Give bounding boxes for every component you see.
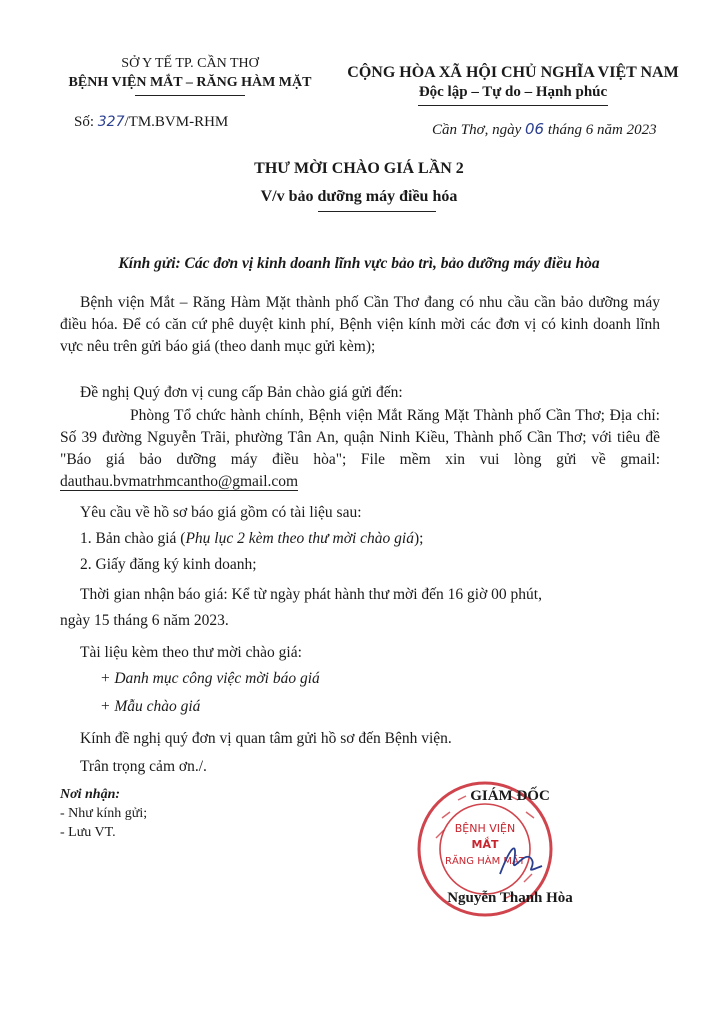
paragraph-attachments: Tài liệu kèm theo thư mời chào giá: (80, 644, 302, 661)
address-text: Phòng Tổ chức hành chính, Bệnh viện Mắt Răng Mặt Thành phố Cần Thơ; Địa chỉ: Số 39 đường Nguyễn Trãi, phường Tân An, quận Ninh Kiều, Thành phố Cần Thơ; với tiêu đề "Báo giá bảo dưỡng máy điều hòa"; File mềm xin vui lòng gửi về gmail: (60, 407, 660, 468)
item1-italic: Phụ lục 2 kèm theo thư mời chào giá (185, 530, 414, 547)
nation-heading: CỘNG HÒA XÃ HỘI CHỦ NGHĨA VIỆT NAM (347, 64, 679, 81)
requirement-item-1 (80, 528, 423, 550)
recipient-item: - Lưu VT. (60, 825, 116, 840)
requirement-item-2: 2. Giấy đăng ký kinh doanh; (80, 556, 257, 573)
paragraph-request: Đề nghị Quý đơn vị cung cấp Bản chào giá gửi đến: (80, 384, 403, 401)
document-subject: V/v bảo dưỡng máy điều hóa (260, 188, 458, 205)
paragraph-requirements: Yêu cầu về hồ sơ báo giá gồm có tài liệu sau: (80, 504, 362, 521)
stamp-line-1: BỆNH VIỆN (454, 822, 516, 835)
recipient-item: - Như kính gửi; (60, 806, 148, 821)
paragraph-deadline-date: ngày 15 tháng 6 năm 2023. (60, 612, 229, 629)
number-handwritten: 327 (97, 114, 125, 130)
number-suffix: /TM.BVM-RHM (124, 114, 229, 130)
recipient-line: Kính gửi: Các đơn vị kinh doanh lĩnh vực bảo trì, bảo dưỡng máy điều hòa (118, 255, 600, 272)
item1-suffix: ); (413, 530, 424, 547)
org-divider (135, 95, 245, 96)
number-prefix: Số: (74, 114, 98, 130)
signer-title: GIÁM ĐỐC (470, 788, 550, 804)
attachment-item-2: + Mẫu chào giá (100, 698, 201, 715)
paragraph-closing: Kính đề nghị quý đơn vị quan tâm gửi hồ sơ đến Bệnh viện. (80, 730, 452, 747)
stamp-line-2: MẮT (471, 838, 499, 851)
date-suffix: tháng 6 năm 2023 (544, 122, 657, 138)
motto-divider (418, 105, 608, 106)
org-name: BỆNH VIỆN MẮT – RĂNG HÀM MẶT (68, 75, 312, 90)
document-date (432, 120, 657, 139)
recipients-label: Nơi nhận: (60, 787, 121, 802)
paragraph-intro: Bệnh viện Mắt – Răng Hàm Mặt thành phố Cần Thơ đang có nhu cầu cần bảo dưỡng máy điều hóa. Để có căn cứ phê duyệt kinh phí, Bệnh viện kính mời các đơn vị có kinh doanh lĩnh vực nêu trên gửi báo giá (theo danh mục gửi kèm); (60, 294, 660, 355)
date-prefix: Cần Thơ, ngày (432, 122, 526, 138)
signer-name: Nguyễn Thanh Hòa (447, 890, 573, 906)
national-motto: Độc lập – Tự do – Hạnh phúc (418, 84, 608, 100)
item1-prefix: 1. Bản chào giá ( (80, 530, 186, 547)
subject-divider (318, 211, 436, 212)
email-link[interactable]: dauthau.bvmatrhmcantho@gmail.com (60, 473, 299, 490)
org-parent-name: SỞ Y TẾ TP. CẦN THƠ (121, 56, 259, 71)
attachment-item-1: + Danh mục công việc mời báo giá (100, 670, 320, 687)
date-day-handwritten: 06 (525, 120, 545, 138)
paragraph-address (60, 405, 660, 493)
document-title: THƯ MỜI CHÀO GIÁ LẦN 2 (254, 160, 464, 177)
paragraph-deadline: Thời gian nhận báo giá: Kể từ ngày phát hành thư mời đến 16 giờ 00 phút, (80, 586, 542, 603)
document-number (74, 114, 228, 131)
stamp-line-3: RĂNG HÀM MẶT (445, 856, 525, 867)
paragraph-thanks: Trân trọng cảm ơn./. (80, 758, 207, 775)
